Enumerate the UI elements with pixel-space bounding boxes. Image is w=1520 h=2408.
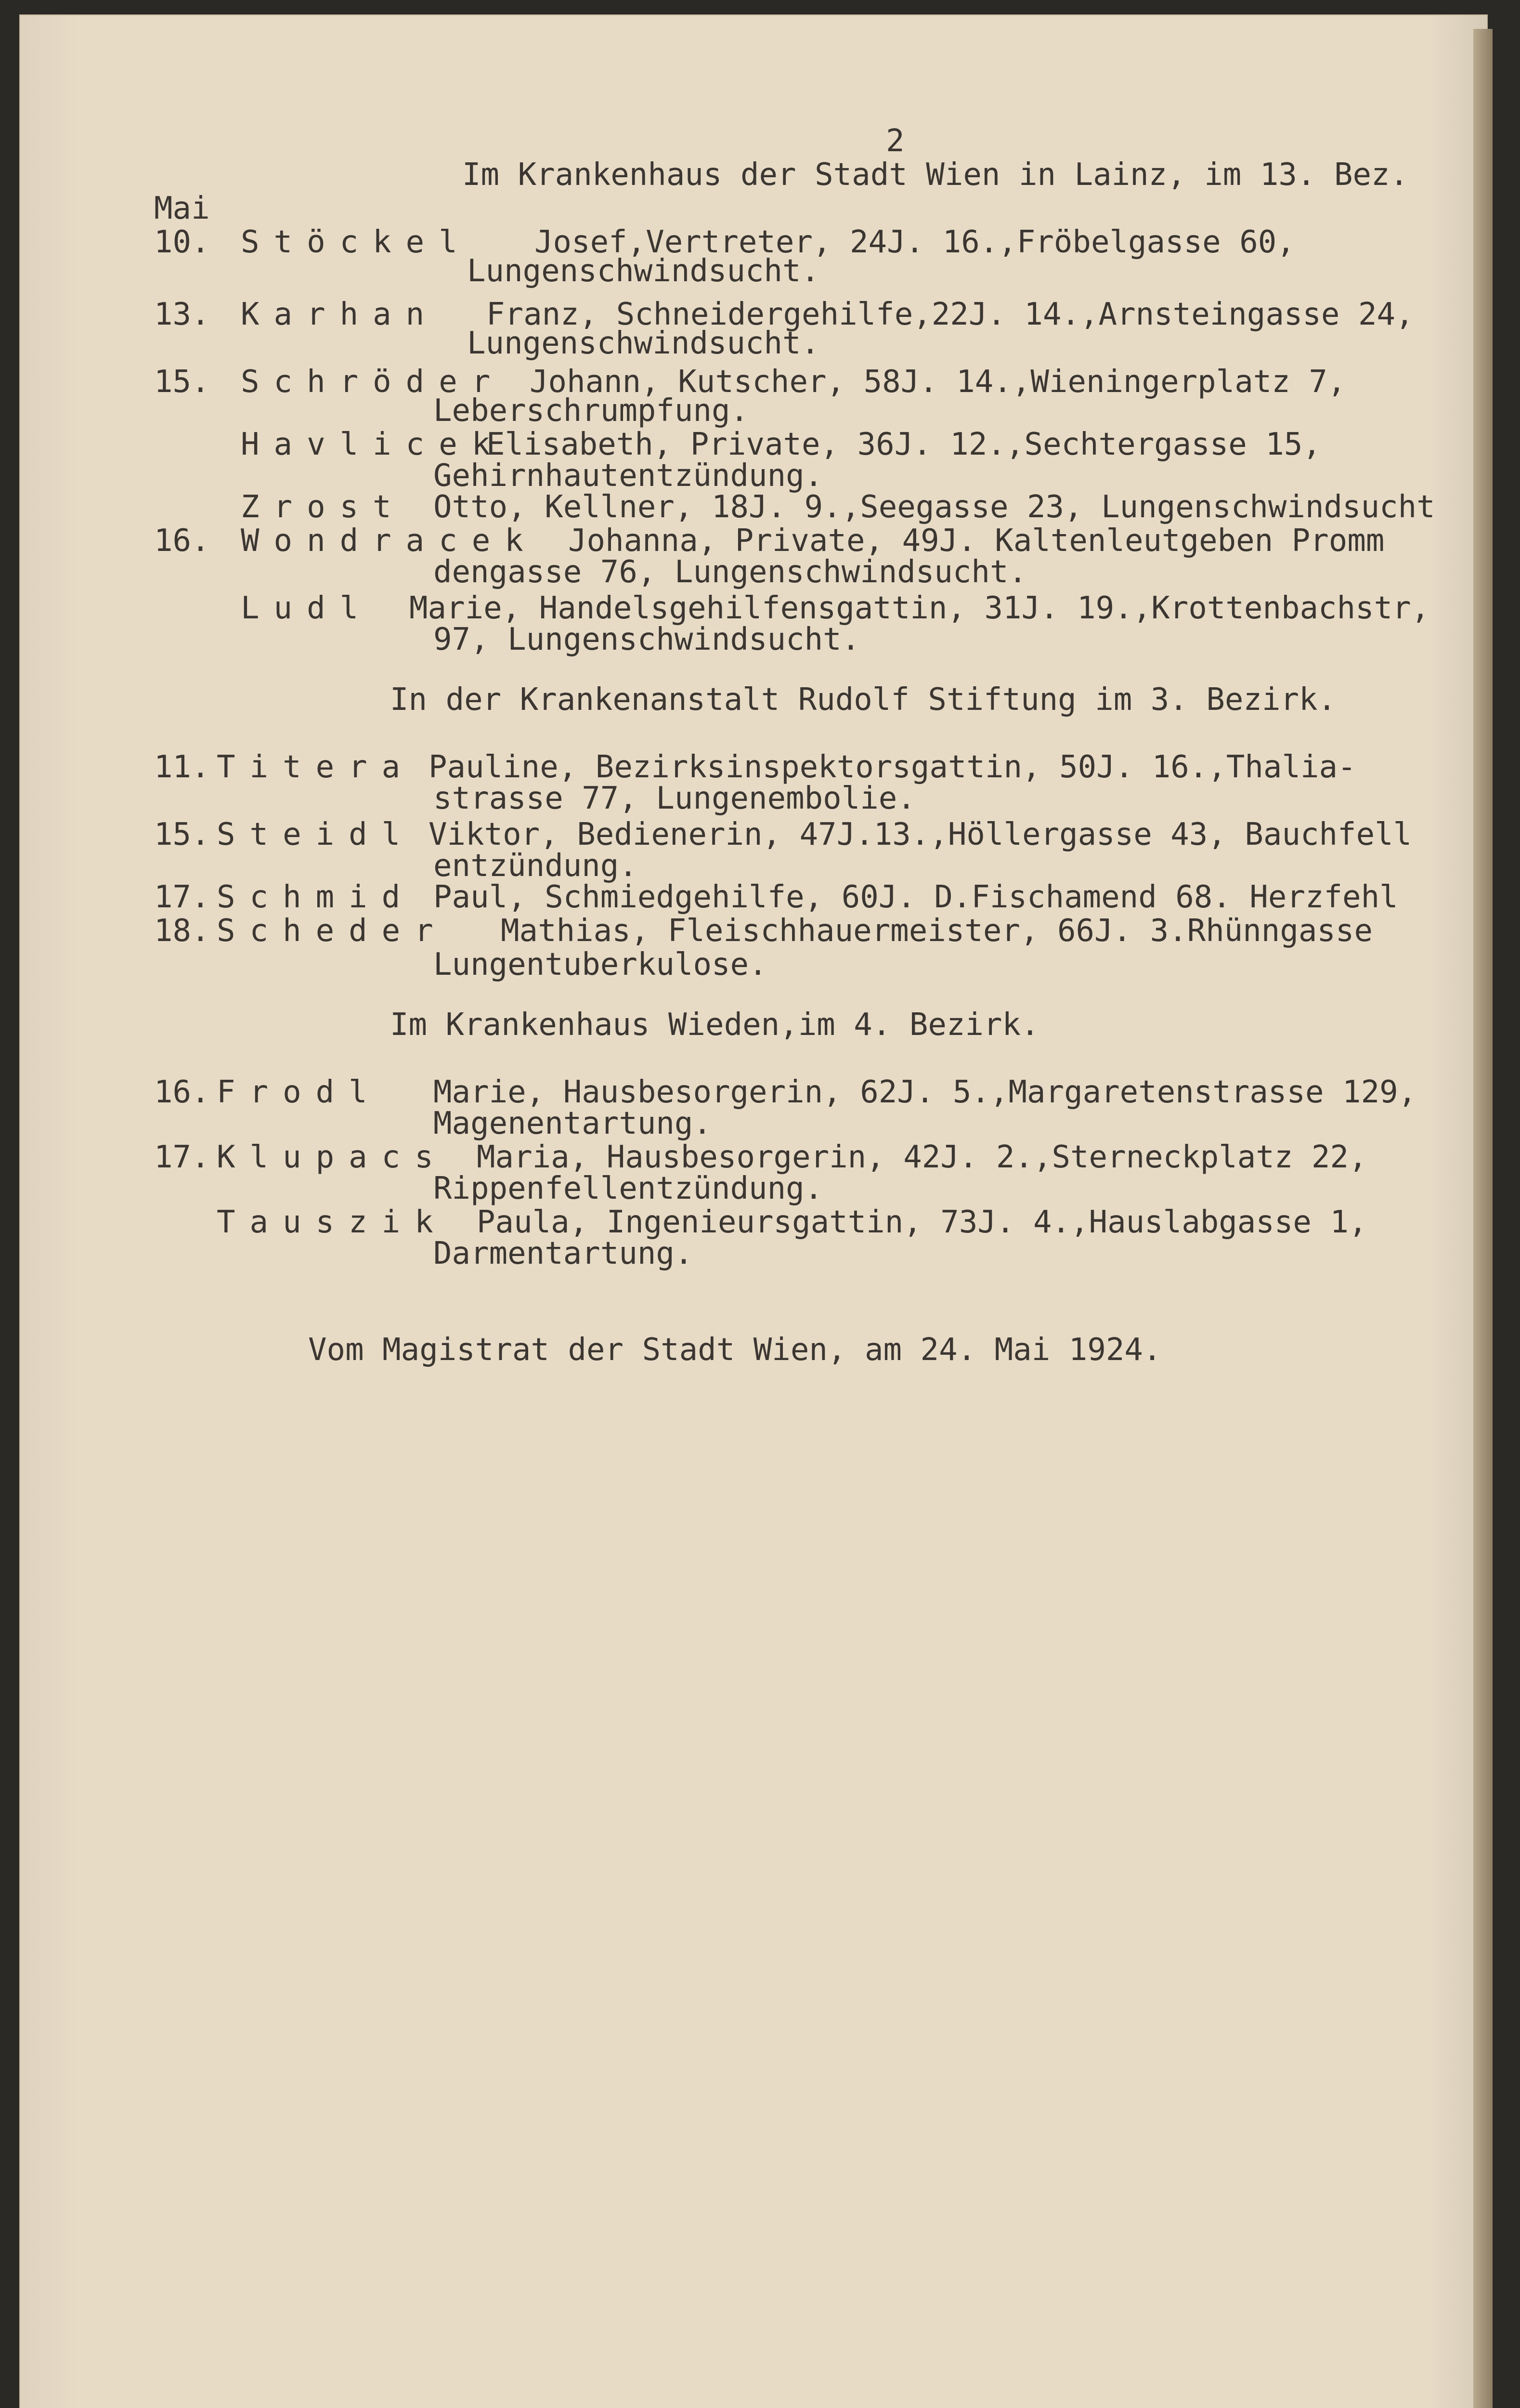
- section-heading-lainz: Im Krankenhaus der Stadt Wien in Lainz, im 13. Bez.: [462, 157, 1409, 193]
- entry-details: Maria, Hausbesorgerin, 42J. 2.,Sterneckplatz 22,: [477, 1139, 1367, 1175]
- entry-day: 17.: [154, 1139, 210, 1175]
- entry-details: Elisabeth, Private, 36J. 12.,Sechtergasse 15,: [486, 427, 1321, 462]
- entry-day: 18.: [154, 913, 210, 949]
- entry-cause: strasse 77, Lungenembolie.: [433, 781, 916, 816]
- entry-cause: Lungenschwindsucht.: [467, 326, 820, 361]
- entry-surname: Tauszik: [217, 1204, 448, 1240]
- entry-surname: Schröder: [241, 364, 505, 400]
- entry-surname: Wondracek: [241, 523, 538, 559]
- entry-day: 10.: [154, 224, 210, 260]
- entry-surname: Stöckel: [241, 224, 472, 260]
- entry-day: 15.: [154, 817, 210, 852]
- entry-details: Marie, Handelsgehilfensgattin, 31J. 19.,Krottenbachstr,: [409, 590, 1430, 626]
- signature-line: Vom Magistrat der Stadt Wien, am 24. Mai 1924.: [308, 1332, 1162, 1368]
- entry-surname: Zrost: [241, 489, 406, 525]
- entry-cause: Rippenfellentzündung.: [433, 1171, 823, 1206]
- entry-surname: Klupacs: [217, 1139, 448, 1175]
- entry-cause: Gehirnhautentzündung.: [433, 458, 823, 494]
- entry-surname: Havlicek: [241, 427, 505, 462]
- entry-cause: Darmentartung.: [433, 1236, 693, 1271]
- entry-day: 17.: [154, 879, 210, 915]
- page-number: 2: [886, 123, 905, 159]
- entry-details: Johann, Kutscher, 58J. 14.,Wieningerplatz 7,: [530, 364, 1346, 400]
- entry-surname: Frodl: [217, 1074, 382, 1110]
- entry-details: Marie, Hausbesorgerin, 62J. 5.,Margaretenstrasse 129,: [433, 1074, 1417, 1110]
- entry-surname: Ludl: [241, 590, 373, 626]
- entry-surname: Scheder: [217, 913, 448, 949]
- entry-details: Mathias, Fleischhauermeister, 66J. 3.Rhünngasse: [501, 913, 1373, 949]
- entry-details: Otto, Kellner, 18J. 9.,Seegasse 23, Lungenschwindsucht: [433, 489, 1435, 525]
- entry-details: Franz, Schneidergehilfe,22J. 14.,Arnsteingasse 24,: [486, 297, 1414, 332]
- entry-day: 16.: [154, 1074, 210, 1110]
- section-heading-rudolf-stiftung: In der Krankenanstalt Rudolf Stiftung im 3. Bezirk.: [390, 682, 1337, 718]
- entry-surname: Titera: [217, 749, 415, 785]
- month-label: Mai: [154, 191, 210, 226]
- entry-surname: Schmid: [217, 879, 415, 915]
- entry-details: Josef,Vertreter, 24J. 16.,Fröbelgasse 60,: [534, 224, 1295, 260]
- entry-details: Viktor, Bedienerin, 47J.13.,Höllergasse 43, Bauchfell: [429, 817, 1412, 852]
- entry-surname: Steidl: [217, 817, 415, 852]
- entry-day: 15.: [154, 364, 210, 400]
- entry-cause: Magenentartung.: [433, 1106, 712, 1141]
- entry-details: Johanna, Private, 49J. Kaltenleutgeben Promm: [568, 523, 1385, 559]
- entry-cause: Lungentuberkulose.: [433, 947, 767, 982]
- section-heading-wieden: Im Krankenhaus Wieden,im 4. Bezirk.: [390, 1007, 1039, 1043]
- entry-day: 16.: [154, 523, 210, 559]
- entry-cause: Leberschrumpfung.: [433, 393, 749, 429]
- entry-day: 11.: [154, 749, 210, 785]
- entry-cause: Lungenschwindsucht.: [467, 253, 820, 289]
- entry-details: Paul, Schmiedgehilfe, 60J. D.Fischamend 68. Herzfehl: [433, 879, 1398, 915]
- entry-details: Paula, Ingenieursgattin, 73J. 4.,Hauslabgasse 1,: [477, 1204, 1367, 1240]
- entry-cause: dengasse 76, Lungenschwindsucht.: [433, 554, 1027, 590]
- page-edge: [1473, 29, 1493, 2408]
- entry-details: Pauline, Bezirksinspektorsgattin, 50J. 16.,Thalia-: [429, 749, 1356, 785]
- entry-cause: 97, Lungenschwindsucht.: [433, 622, 860, 657]
- entry-day: 13.: [154, 297, 210, 332]
- entry-surname: Karhan: [241, 297, 439, 332]
- entry-cause: entzündung.: [433, 848, 637, 884]
